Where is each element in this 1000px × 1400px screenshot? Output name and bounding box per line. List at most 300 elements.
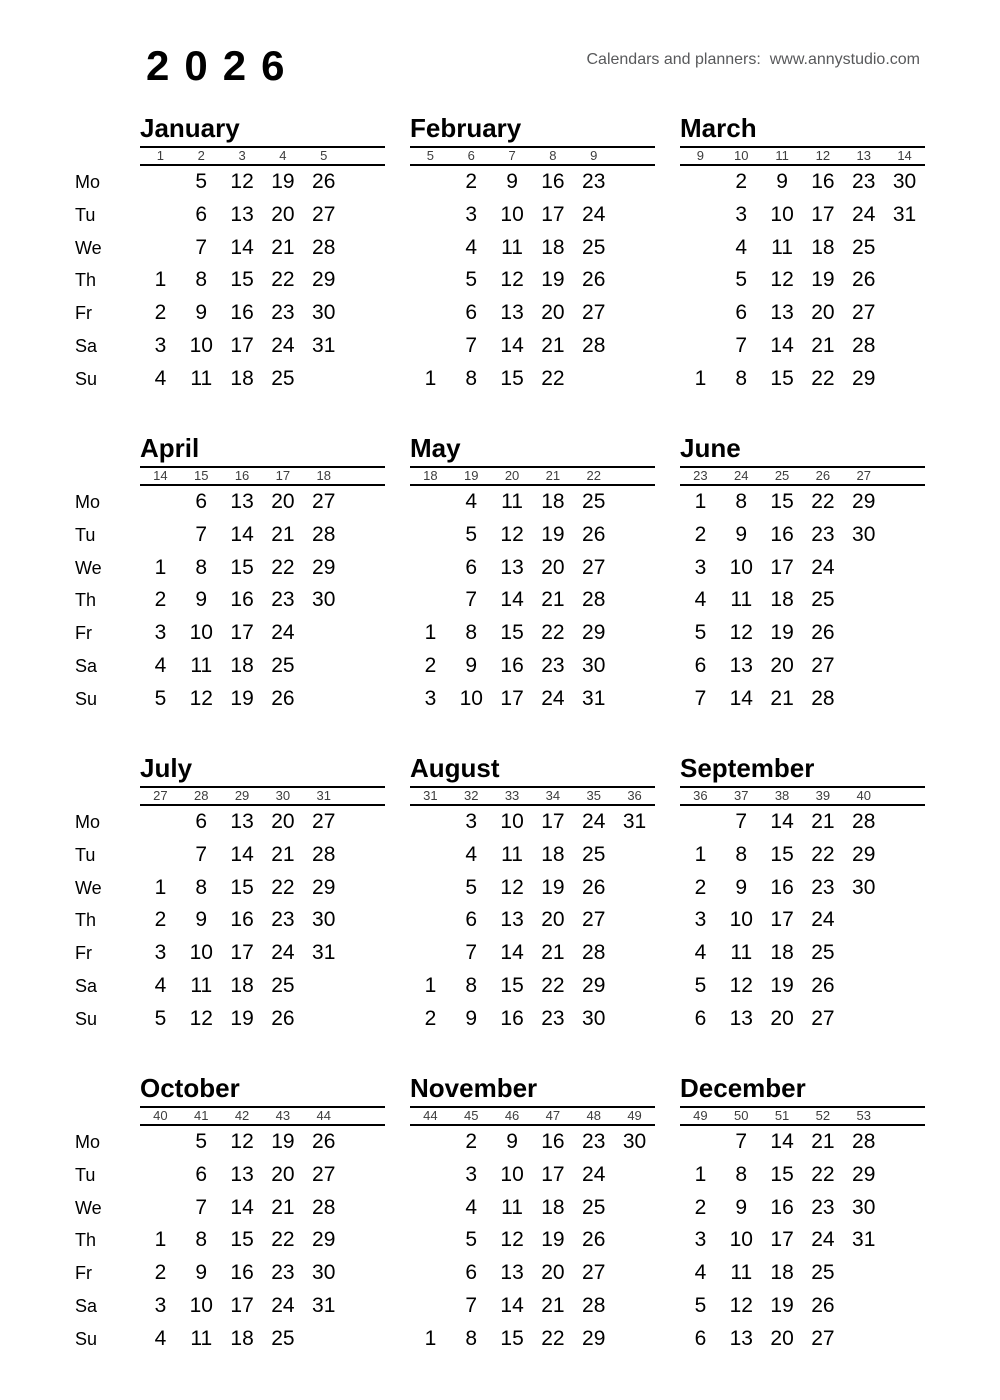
date-cell: 8 xyxy=(735,1162,748,1186)
date-row xyxy=(410,1323,655,1356)
date-row xyxy=(410,872,655,905)
date-cell xyxy=(680,264,721,297)
date-cell: 29 xyxy=(312,875,336,899)
date-cell: 17 xyxy=(230,1293,254,1317)
date-cell: 14 xyxy=(230,842,254,866)
week-number: 36 xyxy=(693,788,708,803)
date-cell: 26 xyxy=(811,621,835,645)
date-cell: 25 xyxy=(811,588,835,612)
date-row xyxy=(410,839,655,872)
date-cell: 10 xyxy=(189,941,213,965)
date-cell xyxy=(410,1192,451,1225)
date-cell: 6 xyxy=(465,555,478,579)
date-row xyxy=(140,904,385,937)
date-cell: 18 xyxy=(230,653,254,677)
week-number: 45 xyxy=(464,1108,479,1123)
date-cell xyxy=(843,1003,884,1036)
date-cell: 13 xyxy=(729,1326,753,1350)
date-row xyxy=(140,232,385,265)
date-cell: 9 xyxy=(195,588,208,612)
date-cell: 9 xyxy=(735,875,748,899)
date-cell: 26 xyxy=(811,1293,835,1317)
date-cell: 5 xyxy=(195,170,208,193)
date-row xyxy=(680,1323,925,1356)
date-cell: 29 xyxy=(582,1326,606,1350)
date-cell: 21 xyxy=(271,842,295,866)
date-cell: 22 xyxy=(541,973,565,997)
date-cell: 16 xyxy=(770,1195,794,1219)
date-cell xyxy=(680,232,721,265)
date-cell xyxy=(303,970,344,1003)
date-cell: 7 xyxy=(195,1195,208,1219)
date-cell: 24 xyxy=(541,686,565,710)
date-cell xyxy=(410,552,451,585)
date-cell: 8 xyxy=(195,268,208,292)
date-row xyxy=(410,297,655,330)
date-cell: 28 xyxy=(312,235,336,259)
date-cell: 4 xyxy=(694,1261,707,1285)
date-cell: 8 xyxy=(465,366,478,390)
date-row xyxy=(140,970,385,1003)
date-row xyxy=(140,1224,385,1257)
date-row xyxy=(680,683,925,716)
date-cell: 26 xyxy=(312,170,336,193)
date-cell: 25 xyxy=(811,941,835,965)
date-cell: 15 xyxy=(230,555,254,579)
date-row xyxy=(680,904,925,937)
date-cell: 2 xyxy=(694,1195,707,1219)
date-cell: 24 xyxy=(811,908,835,932)
date-cell: 7 xyxy=(195,522,208,546)
date-cell: 12 xyxy=(500,875,524,899)
date-cell: 2 xyxy=(154,1261,167,1285)
date-cell: 3 xyxy=(154,941,167,965)
date-cell: 24 xyxy=(271,941,295,965)
date-cell: 17 xyxy=(811,202,835,226)
date-row xyxy=(140,297,385,330)
week-number-row xyxy=(140,466,385,486)
date-cell: 1 xyxy=(424,621,437,645)
month-september xyxy=(680,750,925,1036)
date-cell: 25 xyxy=(582,490,606,513)
week-number: 14 xyxy=(153,468,168,483)
date-cell: 15 xyxy=(230,1228,254,1252)
date-cell: 5 xyxy=(195,1130,208,1153)
week-number: 26 xyxy=(815,468,831,483)
date-cell xyxy=(843,1323,884,1356)
week-number: 13 xyxy=(856,148,871,163)
date-row xyxy=(410,1290,655,1323)
date-cell: 25 xyxy=(811,1261,835,1285)
date-cell xyxy=(843,552,884,585)
date-row xyxy=(680,872,925,905)
date-cell: 26 xyxy=(582,875,606,899)
date-cell: 12 xyxy=(500,268,524,292)
week-number: 7 xyxy=(508,148,516,163)
weekday-label: Sa xyxy=(75,1295,98,1316)
month-june xyxy=(680,430,925,716)
date-cell: 23 xyxy=(811,522,835,546)
date-cell: 13 xyxy=(500,555,524,579)
weekday-label: We xyxy=(75,877,102,898)
date-cell: 5 xyxy=(465,522,478,546)
month-title: October xyxy=(140,1073,240,1103)
week-number: 2 xyxy=(197,148,205,163)
weekday-label: We xyxy=(75,237,102,258)
date-cell: 16 xyxy=(770,522,794,546)
date-cell: 15 xyxy=(770,490,794,513)
date-cell: 18 xyxy=(541,235,565,259)
date-cell: 22 xyxy=(271,268,295,292)
date-cell: 29 xyxy=(582,973,606,997)
date-cell: 19 xyxy=(770,621,794,645)
date-cell: 21 xyxy=(811,333,835,357)
date-cell xyxy=(410,872,451,905)
date-cell: 27 xyxy=(312,810,336,833)
date-cell: 11 xyxy=(190,366,213,390)
date-row xyxy=(680,166,925,199)
date-cell xyxy=(680,166,721,199)
date-cell xyxy=(303,617,344,650)
date-cell: 2 xyxy=(154,301,167,325)
date-cell xyxy=(884,297,925,330)
date-cell: 18 xyxy=(541,490,565,513)
date-cell: 13 xyxy=(230,202,254,226)
date-cell: 10 xyxy=(729,908,753,932)
date-cell: 24 xyxy=(811,1228,835,1252)
date-cell xyxy=(680,1126,721,1159)
date-row xyxy=(410,650,655,683)
month-january xyxy=(140,110,385,396)
date-cell: 5 xyxy=(465,875,478,899)
date-cell: 28 xyxy=(312,1195,336,1219)
date-cell: 16 xyxy=(230,588,254,612)
date-cell: 2 xyxy=(424,653,437,677)
date-cell: 20 xyxy=(541,1261,565,1285)
date-row xyxy=(680,839,925,872)
date-cell: 4 xyxy=(465,842,478,866)
date-cell xyxy=(843,584,884,617)
week-number: 38 xyxy=(774,788,790,803)
date-cell: 30 xyxy=(852,875,876,899)
date-cell xyxy=(410,937,451,970)
month-title: February xyxy=(410,113,522,143)
date-cell: 20 xyxy=(770,1326,794,1350)
date-cell: 26 xyxy=(582,268,606,292)
date-cell: 8 xyxy=(195,1228,208,1252)
date-cell: 29 xyxy=(312,555,336,579)
date-cell: 10 xyxy=(189,333,213,357)
week-number: 1 xyxy=(156,148,165,163)
date-cell: 12 xyxy=(729,621,753,645)
date-cell: 1 xyxy=(424,973,437,997)
date-cell: 24 xyxy=(271,333,295,357)
date-cell xyxy=(843,937,884,970)
date-cell: 31 xyxy=(312,333,336,357)
date-cell: 6 xyxy=(694,653,707,677)
weekday-label: Tu xyxy=(75,204,96,225)
date-cell: 21 xyxy=(271,235,295,259)
date-row xyxy=(410,1224,655,1257)
week-number: 24 xyxy=(734,468,749,483)
date-cell: 1 xyxy=(694,366,707,390)
date-cell: 31 xyxy=(852,1228,876,1252)
date-cell: 26 xyxy=(582,522,606,546)
date-cell: 16 xyxy=(230,1261,254,1285)
date-cell: 31 xyxy=(582,686,606,710)
date-cell: 29 xyxy=(852,842,876,866)
date-row xyxy=(410,1003,655,1036)
date-cell: 17 xyxy=(770,1228,794,1252)
date-cell: 27 xyxy=(582,301,606,325)
date-cell: 27 xyxy=(582,908,606,932)
week-number: 44 xyxy=(316,1108,331,1123)
date-cell: 2 xyxy=(465,1130,478,1153)
date-cell: 7 xyxy=(735,810,748,833)
date-row xyxy=(410,937,655,970)
date-cell xyxy=(140,166,181,199)
date-cell: 28 xyxy=(852,333,876,357)
date-cell xyxy=(140,1192,181,1225)
week-number: 47 xyxy=(545,1108,561,1123)
date-cell: 10 xyxy=(189,621,213,645)
date-cell xyxy=(410,904,451,937)
date-row xyxy=(680,232,925,265)
date-cell: 15 xyxy=(770,1162,794,1186)
date-cell: 13 xyxy=(500,301,524,325)
date-cell: 9 xyxy=(506,1130,518,1153)
date-row xyxy=(410,1159,655,1192)
date-cell: 3 xyxy=(424,686,437,710)
date-row xyxy=(140,1323,385,1356)
date-cell xyxy=(303,363,344,396)
date-cell: 11 xyxy=(730,941,753,965)
date-cell xyxy=(410,297,451,330)
date-cell xyxy=(614,1257,655,1290)
date-cell: 8 xyxy=(465,621,478,645)
date-cell xyxy=(884,232,925,265)
date-row xyxy=(680,806,925,839)
month-title: March xyxy=(680,113,757,143)
date-cell: 21 xyxy=(811,810,835,833)
month-march xyxy=(680,110,925,396)
date-row xyxy=(140,806,385,839)
date-cell: 19 xyxy=(541,1228,565,1252)
date-cell: 18 xyxy=(541,1195,565,1219)
date-cell: 28 xyxy=(582,941,606,965)
date-cell: 29 xyxy=(852,366,876,390)
week-number: 23 xyxy=(693,468,708,483)
week-number: 11 xyxy=(775,148,789,163)
date-cell: 2 xyxy=(154,908,167,932)
date-row xyxy=(140,1257,385,1290)
date-cell: 25 xyxy=(582,235,606,259)
date-cell: 25 xyxy=(271,653,295,677)
date-cell: 2 xyxy=(424,1006,437,1030)
weekday-label: Mo xyxy=(75,492,101,512)
date-row xyxy=(410,232,655,265)
date-cell: 13 xyxy=(230,490,254,513)
date-cell: 27 xyxy=(312,202,336,226)
date-cell: 11 xyxy=(501,235,523,259)
date-cell: 15 xyxy=(500,1326,524,1350)
date-cell: 1 xyxy=(154,268,167,292)
date-cell: 24 xyxy=(271,1293,295,1317)
date-cell: 23 xyxy=(811,1195,835,1219)
date-cell xyxy=(140,1159,181,1192)
weekday-label: Th xyxy=(75,1230,97,1251)
date-cell xyxy=(680,330,721,363)
date-cell xyxy=(614,1290,655,1323)
date-cell xyxy=(410,1224,451,1257)
week-number: 29 xyxy=(234,788,250,803)
week-number: 48 xyxy=(586,1108,601,1123)
date-cell: 19 xyxy=(230,686,254,710)
date-cell: 6 xyxy=(195,1162,208,1186)
date-cell: 25 xyxy=(271,366,295,390)
date-cell: 23 xyxy=(582,170,606,193)
date-cell: 8 xyxy=(195,875,208,899)
date-row xyxy=(680,363,925,396)
date-cell: 1 xyxy=(694,842,707,866)
date-cell: 15 xyxy=(500,366,524,390)
date-cell xyxy=(843,617,884,650)
date-cell: 25 xyxy=(582,1195,606,1219)
date-cell: 14 xyxy=(770,1130,794,1153)
date-row xyxy=(140,552,385,585)
date-cell: 8 xyxy=(465,1326,478,1350)
date-cell xyxy=(614,1003,655,1036)
date-cell: 5 xyxy=(154,686,167,710)
date-cell: 1 xyxy=(424,1326,437,1350)
date-cell: 29 xyxy=(312,1228,336,1252)
date-cell: 26 xyxy=(312,1130,336,1153)
date-cell: 16 xyxy=(500,1006,524,1030)
date-cell: 4 xyxy=(154,366,167,390)
date-cell: 13 xyxy=(230,1162,254,1186)
date-row xyxy=(680,1224,925,1257)
date-cell: 20 xyxy=(271,1162,295,1186)
date-cell: 11 xyxy=(501,490,523,513)
date-cell: 12 xyxy=(189,1006,213,1030)
date-row xyxy=(680,1003,925,1036)
date-row xyxy=(680,650,925,683)
date-cell: 21 xyxy=(541,941,565,965)
date-cell xyxy=(884,264,925,297)
date-cell: 10 xyxy=(500,202,524,226)
date-cell xyxy=(884,363,925,396)
month-november xyxy=(410,1070,655,1356)
month-october xyxy=(140,1070,385,1356)
date-row xyxy=(140,617,385,650)
week-number: 6 xyxy=(467,148,475,163)
date-cell: 13 xyxy=(729,653,753,677)
date-cell xyxy=(410,839,451,872)
date-cell: 6 xyxy=(465,908,478,932)
week-number: 35 xyxy=(586,788,601,803)
date-cell: 3 xyxy=(154,333,167,357)
date-cell xyxy=(614,1159,655,1192)
weekday-label: Su xyxy=(75,1008,98,1029)
date-row xyxy=(140,1290,385,1323)
week-number: 15 xyxy=(194,468,209,483)
week-number-row xyxy=(140,1106,385,1126)
weekday-label: Sa xyxy=(75,975,98,996)
date-cell: 24 xyxy=(271,621,295,645)
weekday-label: Sa xyxy=(75,655,98,676)
week-number: 30 xyxy=(275,788,291,803)
week-number: 8 xyxy=(549,148,557,163)
date-cell xyxy=(614,1224,655,1257)
date-cell: 7 xyxy=(465,941,478,965)
date-cell: 29 xyxy=(312,268,336,292)
weekday-label-column xyxy=(75,166,125,396)
date-cell: 28 xyxy=(312,842,336,866)
date-cell: 7 xyxy=(195,842,208,866)
date-cell: 21 xyxy=(271,1195,295,1219)
date-cell: 19 xyxy=(811,268,835,292)
weekday-label: Tu xyxy=(75,524,96,545)
week-number: 49 xyxy=(693,1108,708,1123)
date-cell: 20 xyxy=(770,1006,794,1030)
week-number: 5 xyxy=(426,148,435,163)
date-cell: 26 xyxy=(852,268,876,292)
date-cell xyxy=(410,166,451,199)
date-cell: 2 xyxy=(465,170,478,193)
week-number: 18 xyxy=(423,468,438,483)
date-cell: 11 xyxy=(730,588,753,612)
date-cell: 27 xyxy=(312,1162,336,1186)
year-title: 2026 xyxy=(146,42,300,89)
date-cell: 11 xyxy=(190,1326,213,1350)
date-cell: 22 xyxy=(271,1228,295,1252)
date-cell: 19 xyxy=(541,875,565,899)
date-cell: 21 xyxy=(811,1130,835,1153)
week-number: 42 xyxy=(234,1108,250,1123)
date-cell xyxy=(410,1290,451,1323)
date-cell: 14 xyxy=(230,235,254,259)
date-cell: 24 xyxy=(582,810,606,833)
date-cell: 28 xyxy=(852,810,876,833)
date-cell xyxy=(410,330,451,363)
date-row xyxy=(410,806,655,839)
date-cell: 22 xyxy=(811,366,835,390)
week-number: 44 xyxy=(423,1108,438,1123)
weekday-label: We xyxy=(75,1197,102,1218)
date-cell xyxy=(410,806,451,839)
date-cell: 8 xyxy=(195,555,208,579)
date-cell xyxy=(680,297,721,330)
date-cell: 4 xyxy=(465,490,478,513)
date-row xyxy=(680,519,925,552)
week-number: 39 xyxy=(815,788,831,803)
date-cell: 4 xyxy=(694,588,707,612)
date-cell: 13 xyxy=(729,1006,753,1030)
date-cell: 11 xyxy=(771,235,793,259)
date-cell: 31 xyxy=(312,1293,336,1317)
date-cell: 17 xyxy=(541,202,565,226)
date-cell: 6 xyxy=(195,202,208,226)
date-cell: 16 xyxy=(811,170,835,193)
date-row xyxy=(140,330,385,363)
date-cell xyxy=(410,486,451,519)
date-cell xyxy=(140,486,181,519)
date-cell: 8 xyxy=(735,490,748,513)
date-cell xyxy=(614,839,655,872)
date-cell: 7 xyxy=(465,333,478,357)
date-cell xyxy=(410,264,451,297)
date-cell: 19 xyxy=(770,1293,794,1317)
